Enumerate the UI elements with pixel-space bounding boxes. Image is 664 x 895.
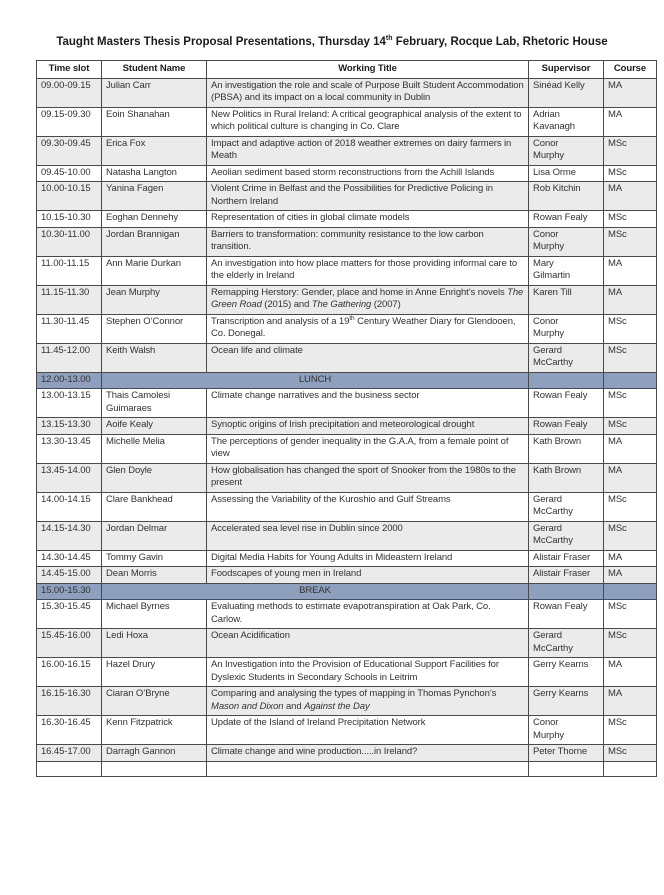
session-row <box>37 389 657 418</box>
working-title-cell: Accelerated sea level rise in Dublin since 2000 <box>207 521 529 550</box>
supervisor-cell: Rowan Fealy <box>529 389 604 418</box>
student-name-cell <box>102 761 207 776</box>
student-name-cell: Jean Murphy <box>102 285 207 314</box>
supervisor-cell: Gerry Kearns <box>529 658 604 687</box>
break-label-cell: LUNCH <box>102 372 529 389</box>
supervisor-cell: Conor Murphy <box>529 136 604 165</box>
supervisor-cell: Gerard McCarthy <box>529 343 604 372</box>
supervisor-cell: Peter Thorne <box>529 745 604 762</box>
working-title-cell: An Investigation into the Provision of Educational Support Facilities for Dyslexic Students in Secondary Schools in Leitrim <box>207 658 529 687</box>
student-name-cell: Eoin Shanahan <box>102 107 207 136</box>
session-row <box>37 658 657 687</box>
session-row <box>37 550 657 567</box>
working-title-cell: An investigation the role and scale of Purpose Built Student Accommodation (PBSA) and its impact on a local community in Dublin <box>207 78 529 107</box>
session-row <box>37 521 657 550</box>
session-row <box>37 227 657 256</box>
course-cell: MSc <box>604 389 657 418</box>
time-slot-cell: 12.00-13.00 <box>37 372 102 389</box>
supervisor-cell: Rowan Fealy <box>529 600 604 629</box>
student-name-cell: Hazel Drury <box>102 658 207 687</box>
course-cell: MSc <box>604 343 657 372</box>
student-name-cell: Ann Marie Durkan <box>102 256 207 285</box>
break-row <box>37 583 657 600</box>
supervisor-cell: Alistair Fraser <box>529 550 604 567</box>
working-title-cell: Assessing the Variability of the Kuroshio and Gulf Streams <box>207 492 529 521</box>
student-name-cell: Dean Morris <box>102 567 207 584</box>
time-slot-cell: 14.15-14.30 <box>37 521 102 550</box>
session-row <box>37 745 657 762</box>
schedule-body <box>37 78 657 776</box>
time-slot-cell: 13.00-13.15 <box>37 389 102 418</box>
student-name-cell: Kenn Fitzpatrick <box>102 716 207 745</box>
student-name-cell: Ledi Hoxa <box>102 629 207 658</box>
session-row <box>37 343 657 372</box>
supervisor-cell: Rob Kitchin <box>529 182 604 211</box>
header-time-slot: Time slot <box>37 61 102 79</box>
working-title-cell: Impact and adaptive action of 2018 weather extremes on dairy farmers in Meath <box>207 136 529 165</box>
time-slot-cell: 13.15-13.30 <box>37 418 102 435</box>
supervisor-cell: Rowan Fealy <box>529 418 604 435</box>
time-slot-cell <box>37 761 102 776</box>
time-slot-cell: 10.30-11.00 <box>37 227 102 256</box>
break-row <box>37 372 657 389</box>
student-name-cell: Michelle Melia <box>102 434 207 463</box>
course-cell: MA <box>604 658 657 687</box>
working-title-cell: Barriers to transformation: community resistance to the low carbon transition. <box>207 227 529 256</box>
working-title-cell: Remapping Herstory: Gender, place and home in Anne Enright’s novels The Green Road (2015) and The Gathering (2007) <box>207 285 529 314</box>
session-row <box>37 285 657 314</box>
empty-row <box>37 761 657 776</box>
supervisor-cell: Gerry Kearns <box>529 687 604 716</box>
time-slot-cell: 10.00-10.15 <box>37 182 102 211</box>
session-row <box>37 211 657 228</box>
time-slot-cell: 13.30-13.45 <box>37 434 102 463</box>
session-row <box>37 165 657 182</box>
working-title-cell: Evaluating methods to estimate evapotranspiration at Oak Park, Co. Carlow. <box>207 600 529 629</box>
time-slot-cell: 14.00-14.15 <box>37 492 102 521</box>
student-name-cell: Keith Walsh <box>102 343 207 372</box>
supervisor-cell: Conor Murphy <box>529 314 604 343</box>
session-row <box>37 136 657 165</box>
session-row <box>37 463 657 492</box>
header-supervisor: Supervisor <box>529 61 604 79</box>
student-name-cell: Glen Doyle <box>102 463 207 492</box>
course-cell <box>604 761 657 776</box>
supervisor-cell <box>529 583 604 600</box>
time-slot-cell: 11.00-11.15 <box>37 256 102 285</box>
course-cell: MSc <box>604 492 657 521</box>
student-name-cell: Stephen O’Connor <box>102 314 207 343</box>
supervisor-cell: Gerard McCarthy <box>529 492 604 521</box>
course-cell: MA <box>604 550 657 567</box>
student-name-cell: Thais Camolesi Guimaraes <box>102 389 207 418</box>
supervisor-cell: Gerard McCarthy <box>529 629 604 658</box>
course-cell: MSc <box>604 716 657 745</box>
time-slot-cell: 09.45-10.00 <box>37 165 102 182</box>
supervisor-cell <box>529 372 604 389</box>
working-title-cell: How globalisation has changed the sport of Snooker from the 1980s to the present <box>207 463 529 492</box>
student-name-cell: Yanina Fagen <box>102 182 207 211</box>
session-row <box>37 629 657 658</box>
supervisor-cell <box>529 761 604 776</box>
course-cell: MSc <box>604 600 657 629</box>
session-row <box>37 107 657 136</box>
time-slot-cell: 16.30-16.45 <box>37 716 102 745</box>
supervisor-cell: Kath Brown <box>529 434 604 463</box>
course-cell: MSc <box>604 136 657 165</box>
course-cell: MA <box>604 182 657 211</box>
student-name-cell: Julian Carr <box>102 78 207 107</box>
course-cell: MA <box>604 256 657 285</box>
schedule-table <box>36 60 657 777</box>
student-name-cell: Michael Byrnes <box>102 600 207 629</box>
student-name-cell: Eoghan Dennehy <box>102 211 207 228</box>
time-slot-cell: 09.30-09.45 <box>37 136 102 165</box>
working-title-cell: Foodscapes of young men in Ireland <box>207 567 529 584</box>
working-title-cell: Representation of cities in global climate models <box>207 211 529 228</box>
student-name-cell: Tommy Gavin <box>102 550 207 567</box>
course-cell: MSc <box>604 227 657 256</box>
header-row <box>37 61 657 79</box>
working-title-cell: The perceptions of gender inequality in the G.A.A, from a female point of view <box>207 434 529 463</box>
supervisor-cell: Sinéad Kelly <box>529 78 604 107</box>
working-title-cell: Ocean Acidification <box>207 629 529 658</box>
session-row <box>37 600 657 629</box>
header-working-title: Working Title <box>207 61 529 79</box>
working-title-cell: Ocean life and climate <box>207 343 529 372</box>
course-cell: MSc <box>604 418 657 435</box>
working-title-cell: Climate change and wine production.....in Ireland? <box>207 745 529 762</box>
supervisor-cell: Rowan Fealy <box>529 211 604 228</box>
student-name-cell: Jordan Brannigan <box>102 227 207 256</box>
session-row <box>37 256 657 285</box>
supervisor-cell: Adrian Kavanagh <box>529 107 604 136</box>
time-slot-cell: 14.45-15.00 <box>37 567 102 584</box>
student-name-cell: Aoife Kealy <box>102 418 207 435</box>
session-row <box>37 567 657 584</box>
course-cell: MA <box>604 567 657 584</box>
time-slot-cell: 13.45-14.00 <box>37 463 102 492</box>
course-cell: MA <box>604 107 657 136</box>
time-slot-cell: 09.00-09.15 <box>37 78 102 107</box>
working-title-cell: Digital Media Habits for Young Adults in Mideastern Ireland <box>207 550 529 567</box>
course-cell: MA <box>604 78 657 107</box>
supervisor-cell: Karen Till <box>529 285 604 314</box>
course-cell <box>604 583 657 600</box>
working-title-cell: Climate change narratives and the business sector <box>207 389 529 418</box>
time-slot-cell: 15.00-15.30 <box>37 583 102 600</box>
supervisor-cell: Lisa Orme <box>529 165 604 182</box>
header-student-name: Student Name <box>102 61 207 79</box>
session-row <box>37 687 657 716</box>
time-slot-cell: 15.30-15.45 <box>37 600 102 629</box>
working-title-cell: Aeolian sediment based storm reconstructions from the Achill Islands <box>207 165 529 182</box>
supervisor-cell: Gerard McCarthy <box>529 521 604 550</box>
session-row <box>37 716 657 745</box>
student-name-cell: Jordan Delmar <box>102 521 207 550</box>
course-cell: MA <box>604 687 657 716</box>
student-name-cell: Darragh Gannon <box>102 745 207 762</box>
supervisor-cell: Conor Murphy <box>529 227 604 256</box>
schedule-header <box>37 61 657 79</box>
working-title-cell: Synoptic origins of Irish precipitation and meteorological drought <box>207 418 529 435</box>
session-row <box>37 492 657 521</box>
student-name-cell: Natasha Langton <box>102 165 207 182</box>
student-name-cell: Clare Bankhead <box>102 492 207 521</box>
course-cell: MSc <box>604 521 657 550</box>
session-row <box>37 434 657 463</box>
time-slot-cell: 10.15-10.30 <box>37 211 102 228</box>
break-label-cell: BREAK <box>102 583 529 600</box>
working-title-cell: Update of the Island of Ireland Precipitation Network <box>207 716 529 745</box>
time-slot-cell: 16.45-17.00 <box>37 745 102 762</box>
course-cell: MA <box>604 285 657 314</box>
course-cell: MSc <box>604 629 657 658</box>
time-slot-cell: 14.30-14.45 <box>37 550 102 567</box>
course-cell: MA <box>604 434 657 463</box>
supervisor-cell: Alistair Fraser <box>529 567 604 584</box>
header-course: Course <box>604 61 657 79</box>
time-slot-cell: 11.15-11.30 <box>37 285 102 314</box>
course-cell: MSc <box>604 211 657 228</box>
working-title-cell: Transcription and analysis of a 19th Century Weather Diary for Glendooen, Co. Donegal. <box>207 314 529 343</box>
session-row <box>37 182 657 211</box>
time-slot-cell: 09.15-09.30 <box>37 107 102 136</box>
working-title-cell: An investigation into how place matters for those providing informal care to the elderly in Ireland <box>207 256 529 285</box>
page-title: Taught Masters Thesis Proposal Presentations, Thursday 14th February, Rocque Lab, Rhetoric House <box>56 35 608 48</box>
course-cell: MSc <box>604 314 657 343</box>
working-title-cell: New Politics in Rural Ireland: A critical geographical analysis of the extent to which political culture is changing in Co. Clare <box>207 107 529 136</box>
student-name-cell: Erica Fox <box>102 136 207 165</box>
time-slot-cell: 11.30-11.45 <box>37 314 102 343</box>
supervisor-cell: Mary Gilmartin <box>529 256 604 285</box>
session-row <box>37 314 657 343</box>
course-cell: MSc <box>604 745 657 762</box>
course-cell <box>604 372 657 389</box>
supervisor-cell: Kath Brown <box>529 463 604 492</box>
course-cell: MSc <box>604 165 657 182</box>
working-title-cell: Comparing and analysing the types of mapping in Thomas Pynchon’s Mason and Dixon and Against the Day <box>207 687 529 716</box>
student-name-cell: Ciaran O’Bryne <box>102 687 207 716</box>
session-row <box>37 418 657 435</box>
time-slot-cell: 15.45-16.00 <box>37 629 102 658</box>
time-slot-cell: 16.15-16.30 <box>37 687 102 716</box>
session-row <box>37 78 657 107</box>
course-cell: MA <box>604 463 657 492</box>
supervisor-cell: Conor Murphy <box>529 716 604 745</box>
time-slot-cell: 11.45-12.00 <box>37 343 102 372</box>
working-title-cell <box>207 761 529 776</box>
working-title-cell: Violent Crime in Belfast and the Possibilities for Predictive Policing in Northern Ireland <box>207 182 529 211</box>
time-slot-cell: 16.00-16.15 <box>37 658 102 687</box>
